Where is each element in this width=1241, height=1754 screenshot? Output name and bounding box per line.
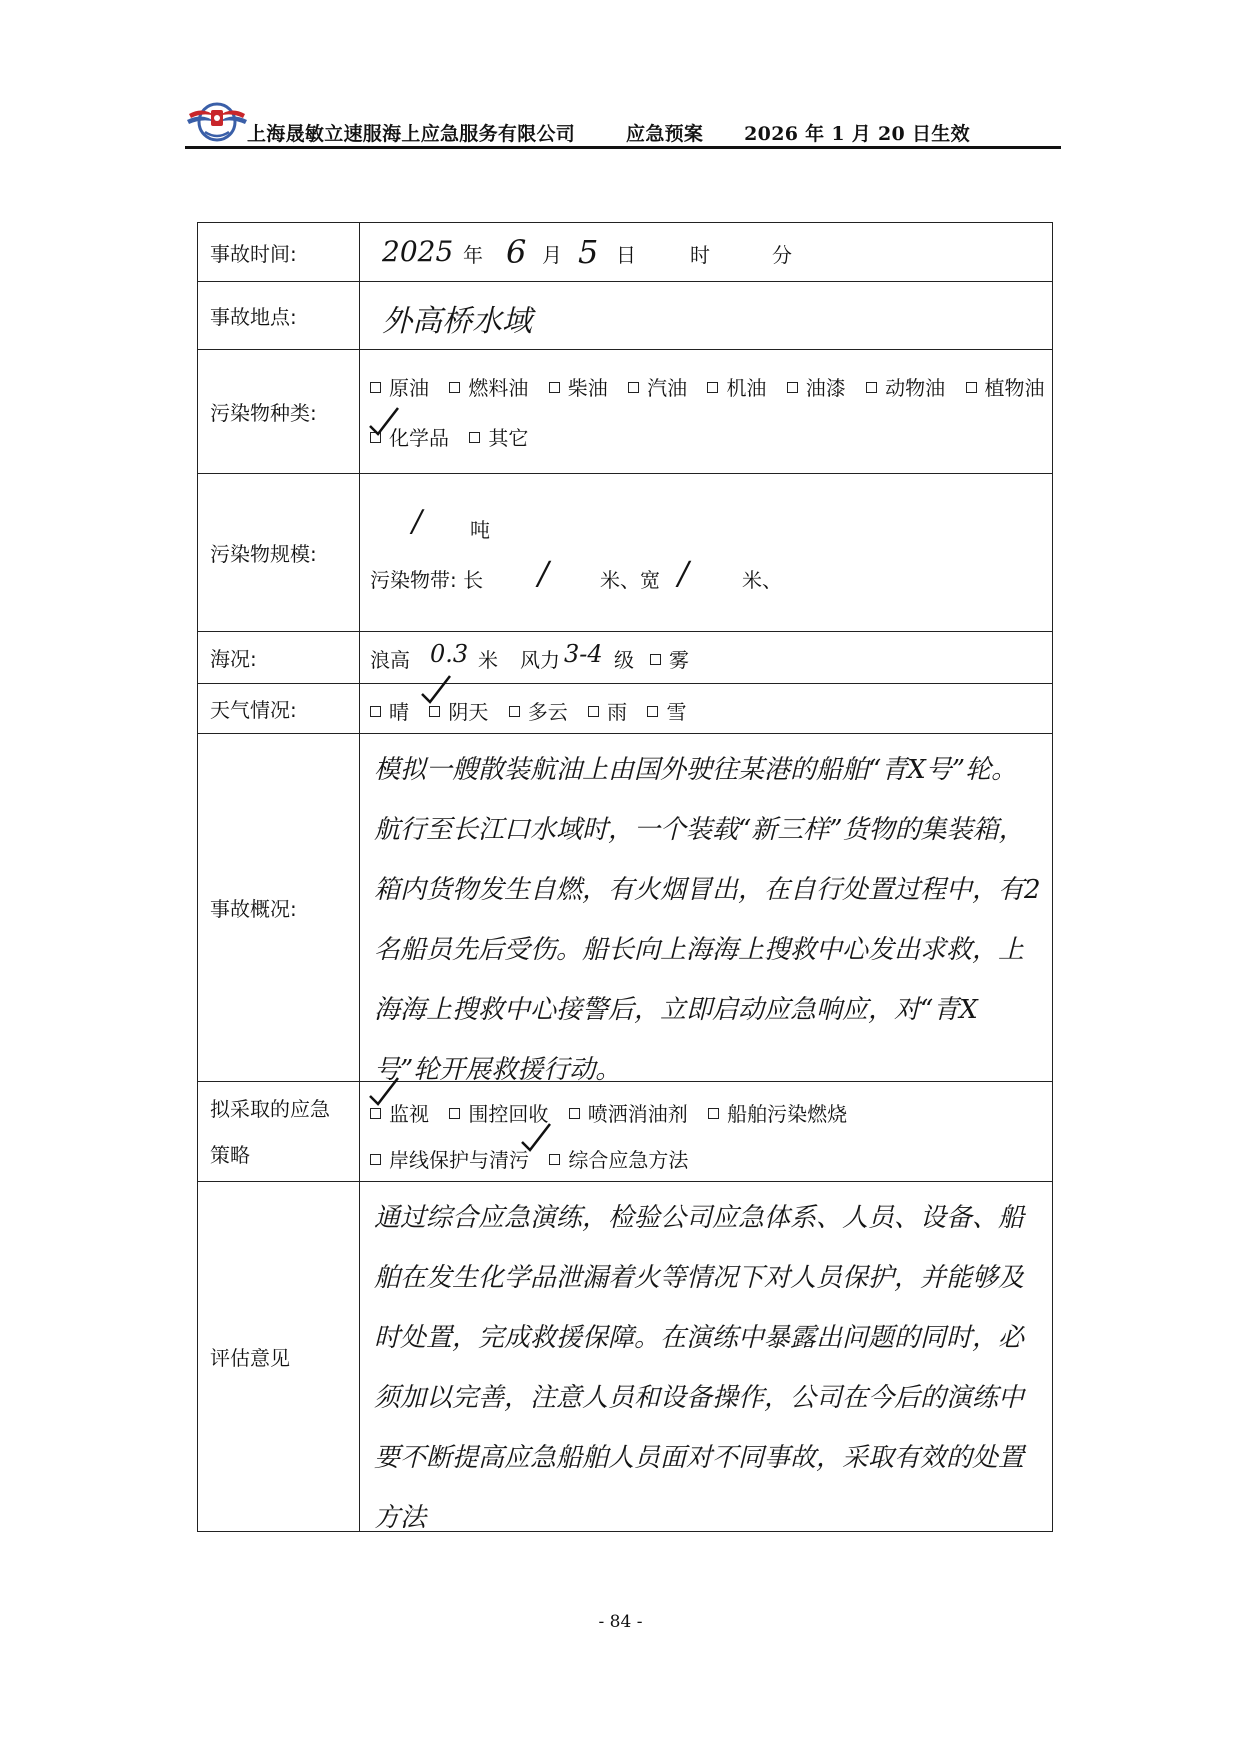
wave-value: 0.3 (430, 640, 469, 668)
pollutant-kind-line1 (370, 372, 1045, 401)
checkbox-icon (650, 654, 661, 665)
wave-label: 浪高 (370, 648, 410, 672)
row-pollutant-scale (197, 474, 1053, 632)
checkbox-icon (966, 382, 977, 393)
evaluation-text: 通过综合应急演练，检验公司应急体系、人员、设备、船舶在发生化学品泄漏着火等情况下对人员保护，并能够及时处置，完成救援保障。在演练中暴露出问题的同时，必须加以完善，注意人员和设备操作，公司在今后的演练中要不断提高应急船舶人员面对不同事故，采取有效的处置方法 (374, 1203, 1025, 1533)
sea-label: 海况: (198, 632, 360, 683)
option-other[interactable]: 其它 (469, 422, 528, 451)
check-mark-icon (366, 1076, 400, 1110)
pollutant-scale-label: 污染物规模: (198, 474, 360, 631)
option-fuel-oil[interactable]: 燃料油 (449, 372, 528, 401)
checkbox-icon (549, 382, 560, 393)
checkbox-icon (708, 1108, 719, 1119)
weather-label: 天气情况: (198, 684, 360, 733)
option-crude-oil[interactable]: 原油 (370, 372, 429, 401)
row-sea-condition (197, 632, 1053, 684)
belt-length-unit: 米、宽 (600, 568, 660, 592)
option-dispersant-spraying[interactable]: 喷洒消油剂 (569, 1098, 688, 1127)
strategy-options-line1 (370, 1098, 861, 1127)
header-text (247, 119, 970, 146)
row-incident-time (197, 222, 1053, 282)
place-label: 事故地点: (198, 282, 360, 349)
option-shoreline-protection[interactable]: 岸线保护与清污 (370, 1144, 529, 1173)
weather-options (360, 684, 1052, 733)
wind-unit: 级 (614, 648, 634, 672)
pollutant-scale-value (360, 474, 1052, 631)
page-number: - 84 - (598, 1612, 643, 1632)
row-weather (197, 684, 1053, 734)
option-gasoline[interactable]: 汽油 (628, 372, 687, 401)
place-value: 外高桥水域 (382, 304, 532, 339)
row-incident-place (197, 282, 1053, 350)
belt-width-value: / (678, 554, 689, 592)
check-mark-icon (518, 1122, 552, 1156)
time-day-unit: 日 (616, 243, 636, 267)
place-value-cell (360, 282, 1052, 349)
checkbox-icon (370, 382, 381, 393)
strategy-label (198, 1082, 360, 1181)
option-animal-oil[interactable]: 动物油 (866, 372, 945, 401)
wind-label: 风力 (520, 648, 560, 672)
pollutant-kind-label: 污染物种类: (198, 350, 360, 473)
option-plant-oil[interactable]: 植物油 (966, 372, 1045, 401)
option-sunny[interactable]: 晴 (370, 696, 409, 725)
option-diesel[interactable]: 柴油 (549, 372, 608, 401)
row-pollutant-kind (197, 350, 1053, 474)
option-monitoring[interactable]: 监视 (370, 1098, 429, 1127)
strategy-label-line1: 拟采取的应急 (210, 1096, 330, 1121)
summary-value-cell (360, 734, 1052, 1085)
check-mark-icon (366, 406, 400, 440)
checkbox-icon (707, 382, 718, 393)
header-divider (185, 146, 1061, 149)
time-month: 6 (506, 233, 527, 271)
checkbox-icon (469, 432, 480, 443)
time-label: 事故时间: (198, 223, 360, 281)
checkbox-icon (569, 1108, 580, 1119)
time-hour-unit: 时 (690, 243, 710, 267)
checkbox-icon (370, 1154, 381, 1165)
belt-width-unit: 米、 (742, 568, 782, 592)
pollutant-kind-options (360, 350, 1052, 473)
company-logo (185, 92, 249, 148)
option-paint[interactable]: 油漆 (787, 372, 846, 401)
time-year-unit: 年 (463, 243, 483, 267)
wave-unit: 米 (478, 648, 498, 672)
strategy-label-line2: 策略 (210, 1142, 250, 1167)
option-engine-oil[interactable]: 机油 (707, 372, 766, 401)
header-effective-date: 2026 年 1 月 20 日生效 (744, 123, 970, 145)
option-containment-recovery[interactable]: 围控回收 (449, 1098, 548, 1127)
checkbox-icon (787, 382, 798, 393)
row-incident-summary (197, 734, 1053, 1085)
option-overcast[interactable]: 阴天 (429, 696, 488, 725)
option-rain[interactable]: 雨 (588, 696, 627, 725)
header-document-type: 应急预案 (626, 123, 704, 145)
checkbox-icon (647, 706, 658, 717)
time-day: 5 (578, 233, 599, 271)
tonnage-value: / (412, 504, 423, 539)
checkbox-icon (588, 706, 599, 717)
tonnage-unit: 吨 (470, 518, 490, 542)
option-snow[interactable]: 雪 (647, 696, 686, 725)
sea-value (360, 632, 1052, 683)
page-header (185, 92, 1065, 150)
option-chemicals[interactable]: 化学品 (370, 422, 449, 451)
wind-value: 3-4 (564, 640, 603, 668)
row-evaluation (197, 1182, 1053, 1532)
time-value (360, 223, 1052, 281)
checkbox-icon (449, 1108, 460, 1119)
incident-form (197, 222, 1053, 1532)
evaluation-label: 评估意见 (198, 1182, 360, 1531)
summary-text: 模拟一艘散装航油上由国外驶往某港的船舶“青X号”轮。航行至长江口水域时，一个装载“新三样”货物的集装箱，箱内货物发生自燃，有火烟冒出，在自行处置过程中，有2名船员先后受伤。船长向上海海上搜救中心发出求救，上海海上搜救中心接警后，立即启动应急响应，对“青X号”轮开展救援行动。 (374, 755, 1041, 1085)
option-in-situ-burning[interactable]: 船舶污染燃烧 (708, 1098, 847, 1127)
option-cloudy[interactable]: 多云 (509, 696, 568, 725)
belt-length-value: / (538, 554, 549, 592)
header-company: 上海晟敏立速服海上应急服务有限公司 (247, 123, 576, 145)
option-integrated-response[interactable]: 综合应急方法 (549, 1144, 688, 1173)
evaluation-value-cell (360, 1182, 1052, 1531)
checkbox-icon (509, 706, 520, 717)
checkbox-icon (449, 382, 460, 393)
checkbox-icon (628, 382, 639, 393)
row-response-strategy (197, 1082, 1053, 1182)
check-mark-icon (418, 674, 452, 708)
strategy-options (360, 1082, 1052, 1181)
checkbox-icon (370, 706, 381, 717)
time-year: 2025 (382, 235, 454, 268)
option-fog[interactable]: 雾 (650, 644, 689, 673)
checkbox-icon (866, 382, 877, 393)
belt-label: 污染物带: 长 (370, 568, 484, 592)
summary-label: 事故概况: (198, 734, 360, 1081)
time-minute-unit: 分 (772, 243, 792, 267)
time-month-unit: 月 (542, 243, 562, 267)
